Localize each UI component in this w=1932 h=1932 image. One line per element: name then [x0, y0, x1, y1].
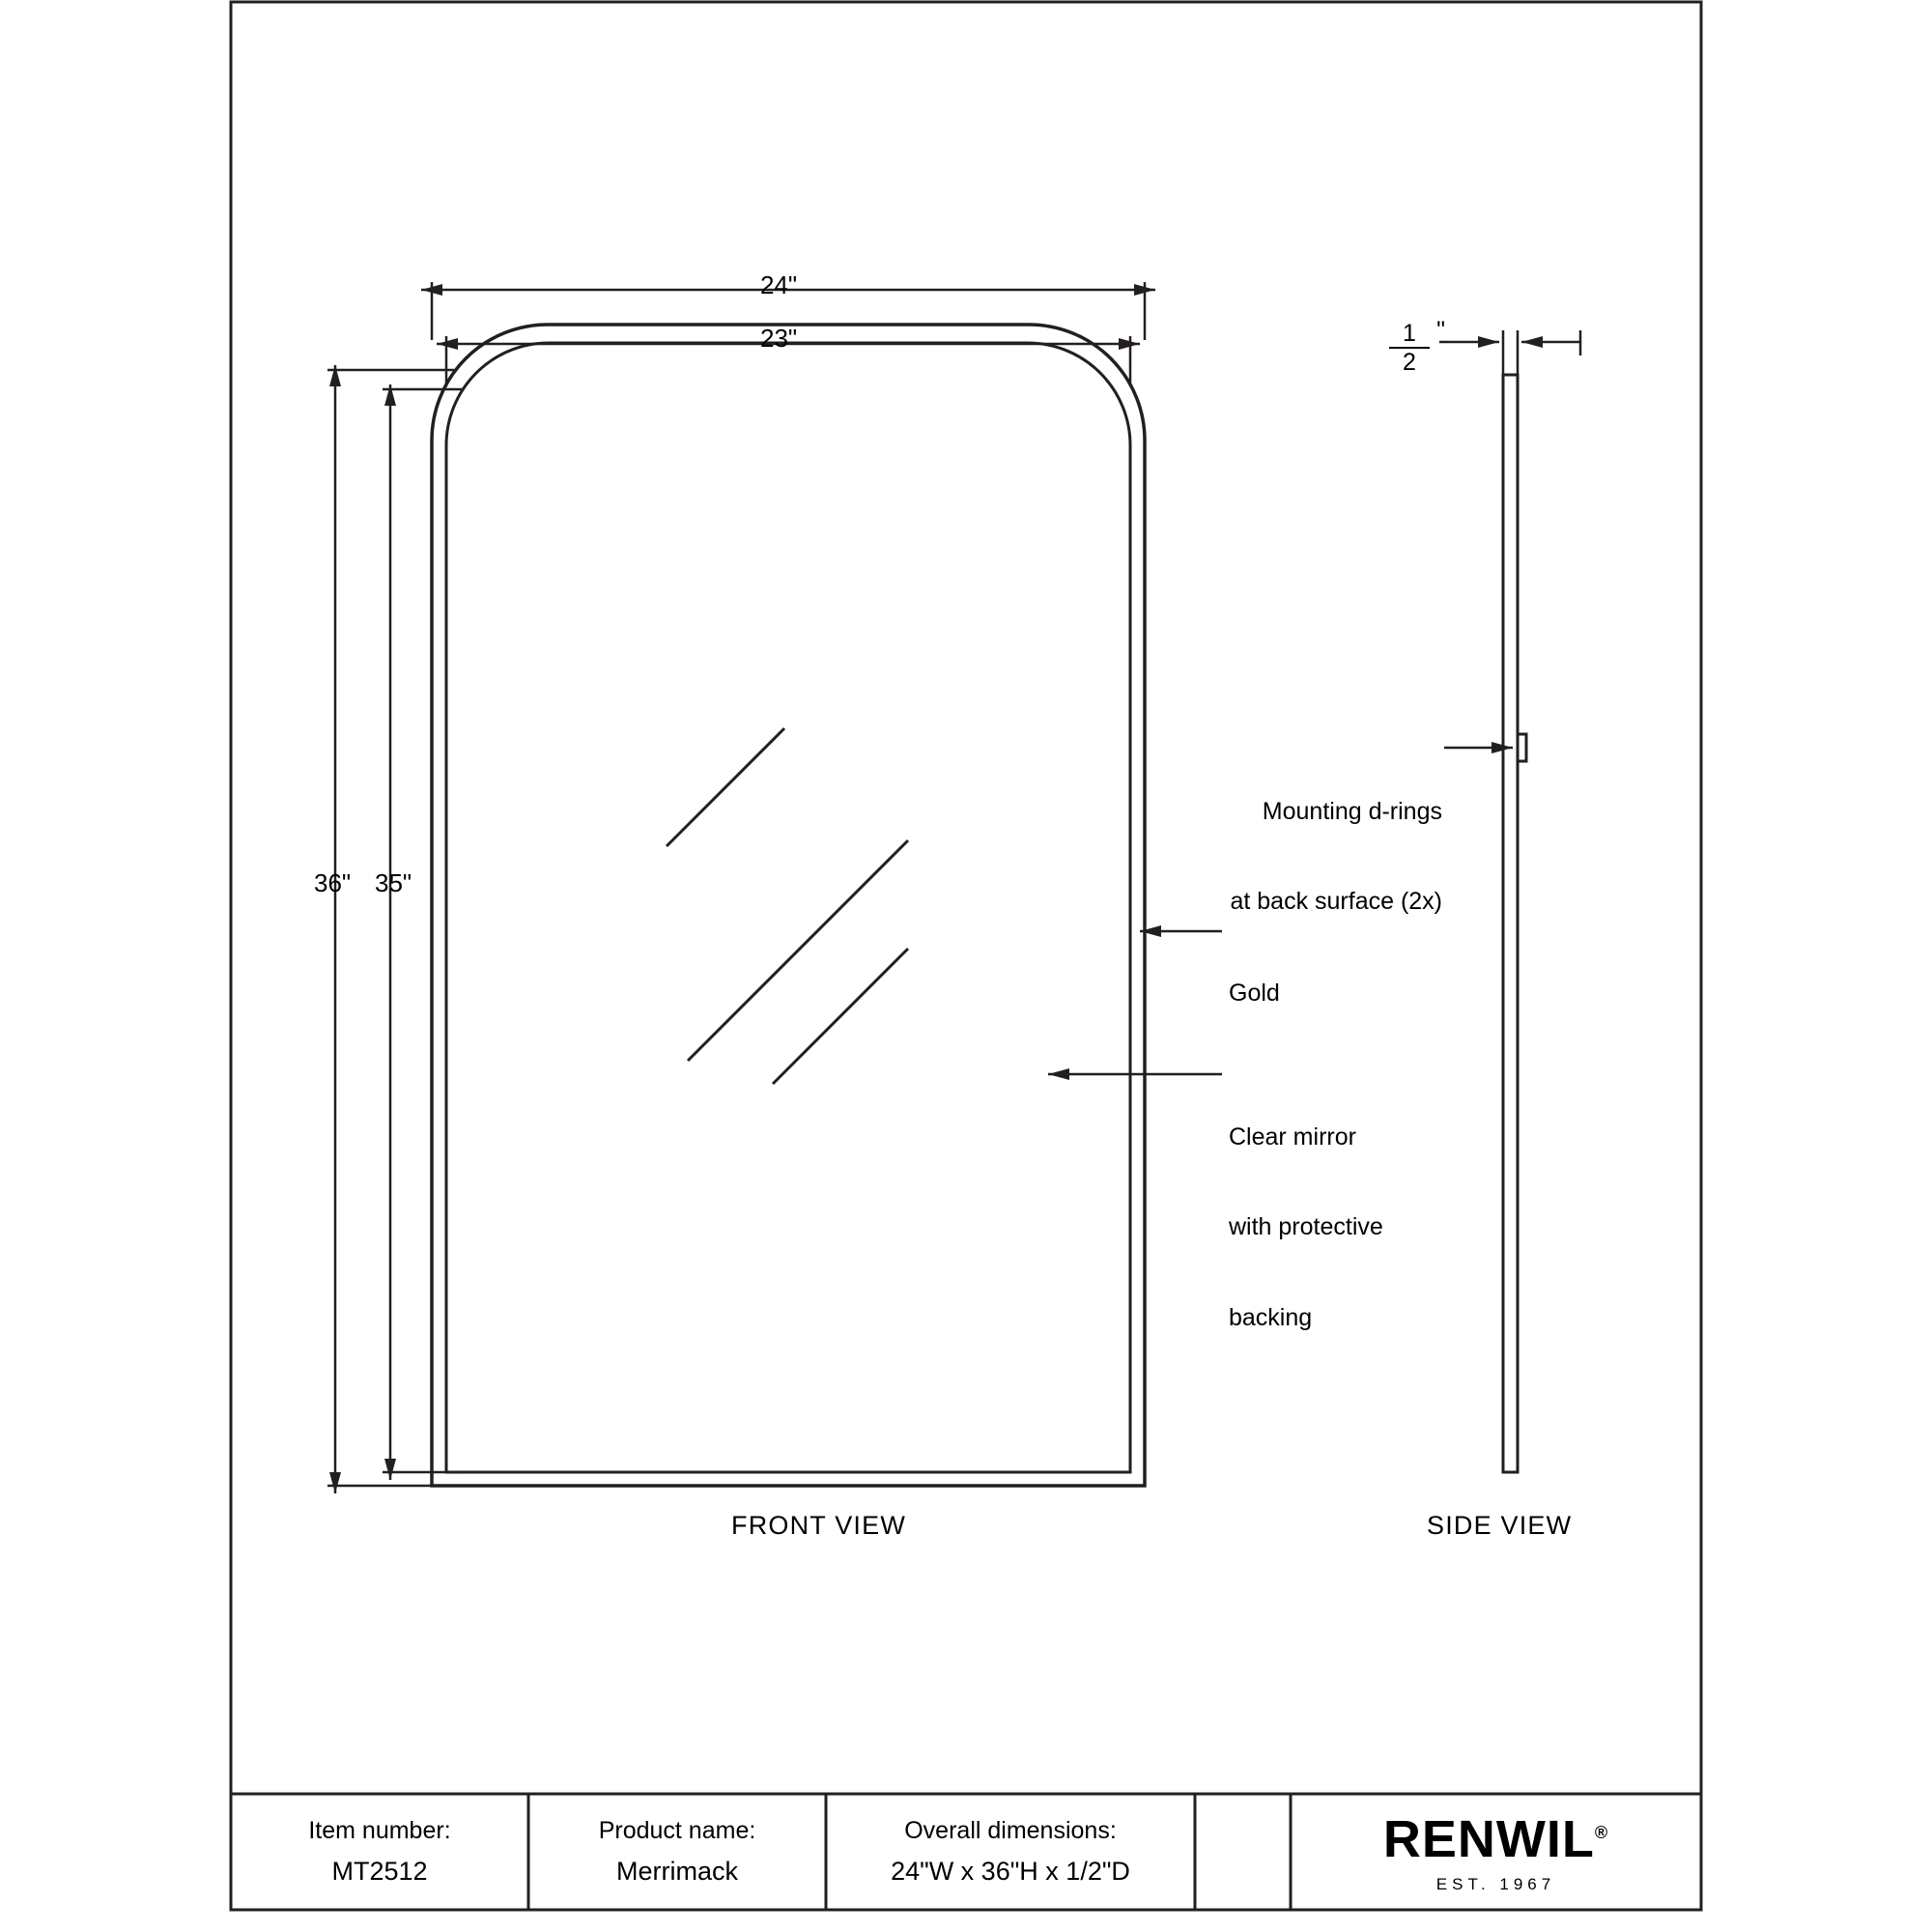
callout-mirror-glass-line3: backing — [1229, 1304, 1313, 1331]
brand-tagline: EST. 1967 — [1435, 1875, 1556, 1893]
product-name-label: Product name: — [598, 1817, 756, 1844]
brand-name: RENWIL — [1382, 1810, 1595, 1868]
callout-mirror-glass — [1229, 1062, 1383, 1394]
dimension-height-35 — [383, 384, 464, 1480]
brand-wordmark — [1383, 1809, 1608, 1869]
callout-frame-finish — [1229, 918, 1280, 1068]
leader-frame-finish — [1140, 925, 1222, 937]
callout-mounting-d-rings-line2: at back surface (2x) — [1230, 888, 1442, 916]
depth-numerator: 1 — [1389, 321, 1430, 349]
dimension-label-height-35: 35" — [375, 868, 412, 897]
mirror-glass-outline — [446, 343, 1130, 1472]
title-block-item-number — [231, 1794, 528, 1910]
callout-mirror-glass-line1: Clear mirror — [1229, 1122, 1356, 1151]
callout-frame-finish-line1: Gold — [1229, 979, 1280, 1007]
glass-reflection-lines — [667, 728, 908, 1084]
brand-logo — [1291, 1794, 1701, 1910]
item-number-label: Item number: — [308, 1817, 451, 1844]
depth-unit: " — [1436, 317, 1445, 344]
product-name-value: Merrimack — [616, 1857, 738, 1886]
dimension-depth-half-inch — [1439, 330, 1580, 379]
sheet-border — [231, 2, 1701, 1910]
title-block — [231, 1794, 1701, 1910]
leader-mirror-glass — [1048, 1068, 1222, 1080]
callout-mirror-glass-line2: with protective — [1229, 1213, 1383, 1241]
title-block-overall-dimensions — [826, 1794, 1195, 1910]
mirror-outer-outline — [432, 325, 1145, 1486]
dimension-label-width-23: 23" — [760, 324, 798, 353]
dimension-label-depth — [1389, 317, 1445, 377]
depth-denominator: 2 — [1403, 349, 1416, 377]
front-view-label: FRONT VIEW — [731, 1511, 907, 1540]
side-view-profile — [1503, 375, 1518, 1472]
title-block-product-name — [528, 1794, 826, 1910]
side-view-label: SIDE VIEW — [1427, 1511, 1573, 1540]
dimension-label-height-36: 36" — [314, 868, 352, 897]
d-ring-marker — [1518, 734, 1526, 761]
callout-mounting-d-rings-line1: Mounting d-rings — [1262, 797, 1442, 825]
registered-trademark-icon: ® — [1594, 1823, 1609, 1842]
overall-dimensions-label: Overall dimensions: — [904, 1817, 1117, 1844]
item-number-value: MT2512 — [331, 1857, 428, 1886]
overall-dimensions-value: 24"W x 36"H x 1/2"D — [891, 1857, 1130, 1886]
dimension-label-width-24: 24" — [760, 270, 798, 299]
